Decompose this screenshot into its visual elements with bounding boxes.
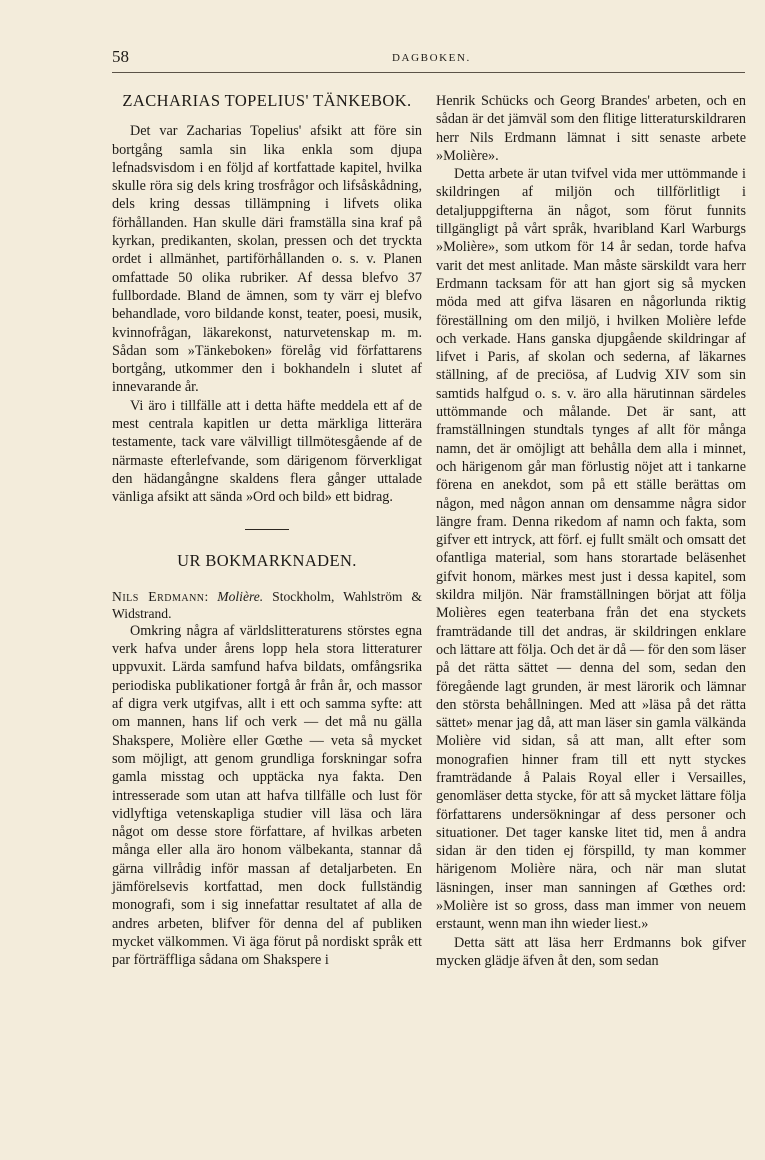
article-title: ZACHARIAS TOPELIUS' TÄNKEBOK. bbox=[122, 91, 412, 110]
right-column bbox=[436, 92, 746, 970]
paragraph: Omkring några af världslitteraturens störstes egna verk hafva under årens lopp hela stora litteraturer uppvuxit. Lärda samfund hafva bildats, omfångsrika periodiska publikationer fortgå år från år, och massor af digra verk utgifvas, allt i ett och samma syfte: att om mannen, hans lif och verk — det må nu gälla Shakspere, Molière eller Gœthe — veta så mycket som möjligt, att genom grundliga forskningar sofra gamla misstag och upptäcka nya fakta. Den intresserade som utan att hafva tillfälle och lust för vidlyftiga vetenskapliga studier vill läsa och lära något om desse store författare, af hvilkas arbeten många eller alla äro honom välbekanta, stannar då gärna villrådig inför massan af detaljarbeten. En jämförelsevis kortfattad, men dock fullständig monografi, som i sig innefattar resultatet af alla de andres arbeten, blifver för denna del af publiken mycket välkommen. Vi äga förut på nordiskt språk ett par förträffliga sådana om Shakspere i bbox=[112, 622, 422, 969]
bib-work-title: Molière. bbox=[217, 588, 264, 604]
page-number: 58 bbox=[112, 47, 129, 66]
left-column bbox=[112, 92, 422, 969]
paragraph: Det var Zacharias Topelius' afsikt att före sin bortgång samla sin lika enkla som djupa lefnadsvisdom i en följd af kortfattade kapitel, hvilka skulle röra sig dels kring trosfrågor och lifsåskådning, dels kring dessas tillämpning i lifvets olika förhållanden. Han skulle däri framställa sina kraf på kyrkan, predikanten, skolan, pressen och det tryckta ordet i allmänhet, partiförhållanden o. s. v. Planen omfattade 50 olika rubriker. Af dessa blefvo 37 fullbordade. Bland de ämnen, som ty värr ej blefvo behandlade, voro bildande konst, teater, poesi, musik, kvinnofrågan, läkarekonst, naturvetenskap m. m. Sådan som »Tänkeboken» förelåg vid författarens bortgång, utkommer den i bokhandeln i slutet af innevarande år. bbox=[112, 123, 422, 396]
paragraph: Henrik Schücks och Georg Brandes' arbeten, och en sådan är det jämväl som den flitige litteraturskildraren herr Nils Erdmann lämnat i sitt senaste arbete »Molière». bbox=[436, 93, 746, 164]
running-title: DAGBOKEN. bbox=[392, 52, 471, 64]
bib-author: Nils Erdmann bbox=[112, 588, 205, 604]
paragraph: Detta arbete är utan tvifvel vida mer uttömmande i skildringen af miljön och tillförlitligt i detaljuppgifterna än något, som förut funnits tillgängligt på vårt språk, hvaribland Karl Warburgs »Molière», som utkom för 14 år sedan, torde hafva varit det mest anlitade. Man måste särskildt vara herr Erdmann tacksam för att han gjort sig så mycken möda med att gifva läsaren en någorlunda riktig föreställning om den miljö, i hvilken Molière lefde och verkade. Hans ganska djupgående skildringar af lifvet i Paris, af skolan och sederna, af läkarnes ställning, af de preciösa, af Ludvig XIV som sin samtids halfgud o. s. v. äro alla härutinnan särdeles uttömmande och målande. Det är sant, att framställningen stundtals tynges af allt för många namn, det är omöjligt att behålla dem alla i minnet, och härigenom går man förlustig nöjet att i tankarne förena en anekdot, som på ett ställe berättas om någon, med någon annan om densamme några sidor längre fram. Denna rikedom af namn och fakta, som gifver ett intryck, att förf. ej fullt smält och omsatt det ofantliga material, som hans storartade beläsenhet gifvit honom, märkes mest just i dessa kapitel, som skildra miljön. När framställningen börjat att följa Molières egen teaterbana från det ena styckets framträdande till det andras, är skildringen enklare och lättare att följa. Och det är då — för den som läser på det rätta sättet — denna del som, sedan den föregående lagt grunden, är mest lärorik och lämnar den största behållningen. Med att »läsa på det rätta sättet» menar jag då, att man läser sin gamla välkända Molière vid sidan, så att man, allt efter som monografien hinner fram till ett nytt styckes framträdande å Palais Royal eller i Versailles, genomläser detta stycke, för att så mycket lättare följa författarens undersökningar af dess personer och situationer. Det tager kanske litet tid, men å andra sidan är den tiden ej förspilld, ty man kommer härigenom Molière nära, och när man slutat läsningen, inser man sanningen af Gœthes ord: »Molière ist so gross, dass man immer von neuem erstaunt, wenn man ihn wieder liest.» bbox=[436, 166, 746, 933]
bib-separator: : bbox=[204, 588, 218, 604]
header-rule bbox=[112, 72, 745, 73]
bibliographic-entry bbox=[112, 588, 422, 622]
section-divider bbox=[245, 529, 289, 530]
paragraph: Detta sätt att läsa herr Erdmanns bok gifver mycken glädje äfven åt den, som sedan bbox=[436, 934, 746, 969]
bib-publisher: Stockholm, Wahlström & Widstrand. bbox=[112, 588, 422, 621]
section-title: UR BOKMARKNADEN. bbox=[177, 550, 357, 570]
paragraph: Vi äro i tillfälle att i detta häfte meddela ett af de mest centrala kapitlen ur detta märkliga litterära testamente, tack vare välvilligt tillmötesgående af de närmaste efterlefvande, som därigenom förverkligat den hädangångne skaldens flera gånger uttalade vänliga afsikt att sända »Ord och bild» ett bidrag. bbox=[112, 397, 422, 506]
